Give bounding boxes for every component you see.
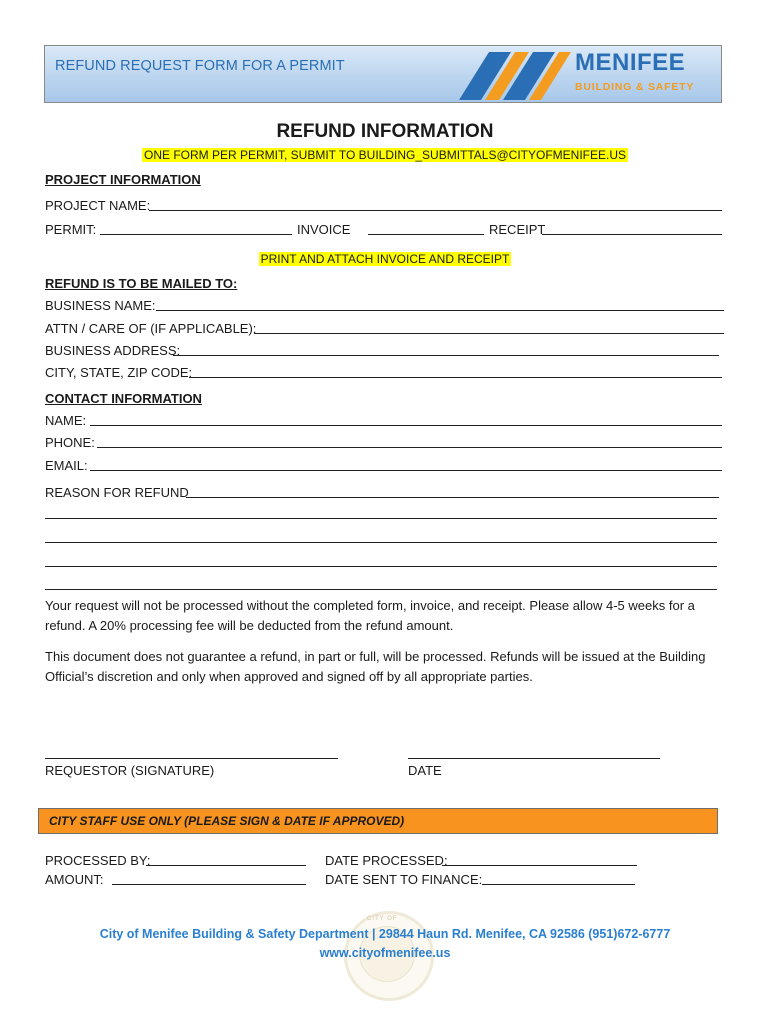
- date-field[interactable]: [408, 758, 660, 759]
- date-sent-label: DATE SENT TO FINANCE:: [325, 872, 483, 887]
- receipt-field[interactable]: [542, 234, 722, 235]
- mailing-section-heading: REFUND IS TO BE MAILED TO:: [45, 276, 238, 291]
- logo-name: MENIFEE: [575, 49, 686, 76]
- contact-email-field[interactable]: [90, 470, 722, 471]
- attn-label: ATTN / CARE OF (IF APPLICABLE):: [45, 321, 257, 336]
- guarantee-disclaimer: This document does not guarantee a refund, in part or full, will be processed. Refunds will be issued at the Building Official’s discretion and only when approved and signed off by all appropriate parties.: [45, 649, 706, 684]
- project-section-heading: PROJECT INFORMATION: [45, 172, 201, 187]
- footer-website-link[interactable]: www.cityofmenifee.us: [319, 946, 451, 960]
- business-address-field[interactable]: [173, 355, 719, 356]
- logo-subtitle: BUILDING & SAFETY: [575, 81, 695, 93]
- business-name-field[interactable]: [156, 310, 724, 311]
- city-seal-text: CITY OF: [367, 916, 398, 922]
- reason-field-line-1[interactable]: [186, 497, 719, 498]
- project-name-label: PROJECT NAME:: [45, 198, 151, 213]
- amount-label: AMOUNT:: [45, 872, 104, 887]
- processed-by-label: PROCESSED BY:: [45, 853, 151, 868]
- contact-name-label: NAME:: [45, 413, 87, 428]
- date-sent-field[interactable]: [482, 884, 635, 885]
- contact-phone-field[interactable]: [97, 447, 722, 448]
- business-address-label: BUSINESS ADDRESS:: [45, 343, 181, 358]
- instruction-text: ONE FORM PER PERMIT, SUBMIT TO BUILDING_SUBMITTALS@CITYOFMENIFEE.US: [143, 148, 627, 162]
- footer-address: City of Menifee Building & Safety Department | 29844 Haun Rd. Menifee, CA 92586 (951)672-6777: [99, 927, 671, 941]
- invoice-label: INVOICE: [297, 222, 351, 237]
- attach-note-text: PRINT AND ATTACH INVOICE AND RECEIPT: [260, 252, 510, 266]
- requestor-signature-field[interactable]: [45, 758, 338, 759]
- reason-field-line-3[interactable]: [45, 542, 717, 543]
- processed-by-field[interactable]: [146, 865, 306, 866]
- date-processed-field[interactable]: [442, 865, 637, 866]
- reason-field-line-2[interactable]: [45, 518, 717, 519]
- contact-section-heading: CONTACT INFORMATION: [45, 391, 202, 406]
- date-label: DATE: [408, 763, 442, 778]
- requestor-signature-label: REQUESTOR (SIGNATURE): [45, 763, 215, 778]
- form-header-title: REFUND REQUEST FORM FOR A PERMIT: [55, 58, 345, 74]
- contact-email-label: EMAIL:: [45, 458, 88, 473]
- processing-notice: Your request will not be processed without the completed form, invoice, and receipt. Please allow 4-5 weeks for a refund. A 20% processing fee will be deducted from the refund amount.: [45, 598, 695, 633]
- reason-field-line-4[interactable]: [45, 566, 717, 567]
- staff-use-text: CITY STAFF USE ONLY (PLEASE SIGN & DATE IF APPROVED): [49, 814, 405, 828]
- amount-field[interactable]: [112, 884, 306, 885]
- project-name-field[interactable]: [149, 210, 722, 211]
- form-header: [44, 45, 722, 103]
- city-state-zip-field[interactable]: [189, 377, 722, 378]
- permit-field[interactable]: [100, 234, 292, 235]
- city-state-zip-label: CITY, STATE, ZIP CODE:: [45, 365, 193, 380]
- business-name-label: BUSINESS NAME:: [45, 298, 156, 313]
- attach-note: [0, 250, 770, 268]
- contact-phone-label: PHONE:: [45, 435, 95, 450]
- date-processed-label: DATE PROCESSED:: [325, 853, 448, 868]
- staff-use-banner: [38, 808, 718, 834]
- page-title: REFUND INFORMATION: [276, 121, 494, 142]
- permit-label: PERMIT:: [45, 222, 97, 237]
- receipt-label: RECEIPT: [489, 222, 546, 237]
- project-name-row: [45, 198, 150, 213]
- instruction-banner: [0, 146, 770, 164]
- contact-name-field[interactable]: [90, 425, 722, 426]
- invoice-field[interactable]: [368, 234, 484, 235]
- reason-label: REASON FOR REFUND: [45, 485, 189, 500]
- menifee-logo-icon: [459, 48, 571, 100]
- reason-field-line-5[interactable]: [45, 589, 717, 590]
- attn-field[interactable]: [254, 333, 724, 334]
